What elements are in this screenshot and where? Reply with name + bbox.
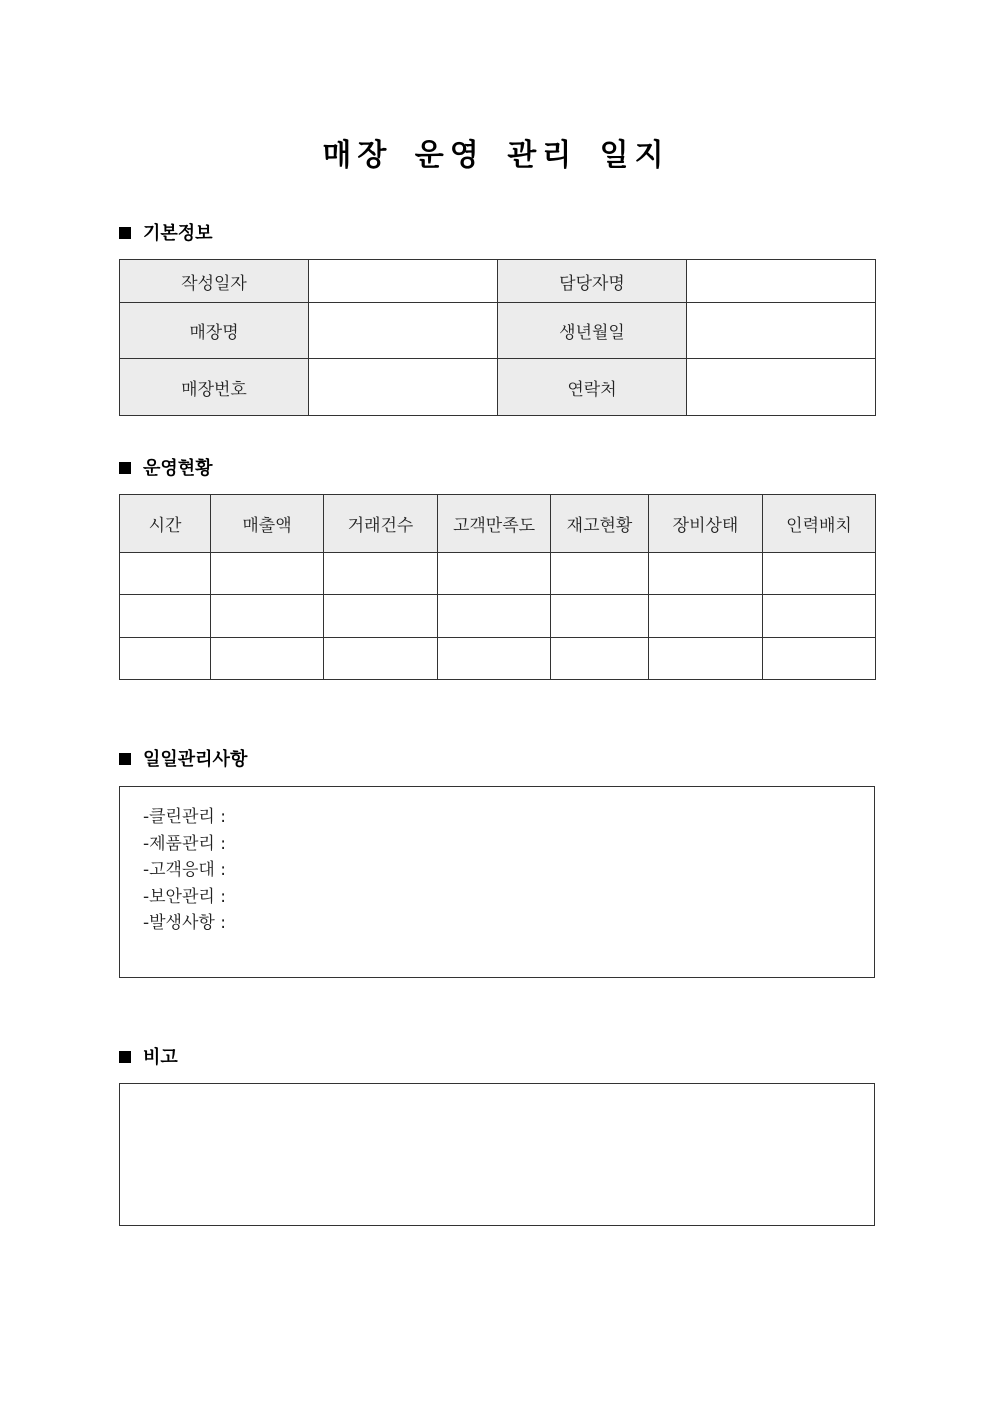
table-cell[interactable]	[120, 638, 211, 680]
table-cell[interactable]	[324, 553, 438, 595]
table-row	[120, 359, 876, 416]
table-cell[interactable]	[763, 553, 876, 595]
field-value-input[interactable]	[309, 303, 498, 359]
table-cell[interactable]	[211, 595, 324, 638]
table-cell[interactable]	[438, 638, 551, 680]
table-cell[interactable]	[438, 553, 551, 595]
section-heading-operations	[119, 456, 213, 482]
section-heading-daily	[119, 747, 247, 773]
page-title: 매장 운영 관리 일지	[322, 138, 670, 173]
square-bullet-icon	[119, 1051, 131, 1063]
column-header: 고객만족도	[438, 495, 551, 553]
daily-management-box[interactable]	[119, 786, 875, 978]
table-header-row	[120, 495, 876, 553]
field-label: 생년월일	[498, 303, 687, 359]
section-heading-label: 비고	[143, 1047, 178, 1068]
column-header: 시간	[120, 495, 211, 553]
table-row	[120, 595, 876, 638]
list-item: -고객응대 :	[143, 860, 226, 880]
field-label: 매장명	[120, 303, 309, 359]
basic-info-table	[119, 259, 876, 416]
table-cell[interactable]	[551, 638, 649, 680]
table-cell[interactable]	[551, 553, 649, 595]
table-cell[interactable]	[324, 638, 438, 680]
list-item: -발생사항 :	[143, 913, 226, 933]
section-heading-label: 기본정보	[143, 223, 213, 244]
field-label: 매장번호	[120, 359, 309, 416]
table-cell[interactable]	[763, 638, 876, 680]
table-cell[interactable]	[649, 553, 763, 595]
remarks-box[interactable]	[119, 1083, 875, 1226]
table-cell[interactable]	[649, 595, 763, 638]
field-label: 담당자명	[498, 260, 687, 303]
field-label: 작성일자	[120, 260, 309, 303]
list-item: -제품관리 :	[143, 833, 226, 854]
table-cell[interactable]	[211, 553, 324, 595]
list-item: -보안관리 :	[143, 886, 226, 907]
table-cell[interactable]	[324, 595, 438, 638]
column-header: 거래건수	[324, 495, 438, 553]
column-header: 재고현황	[551, 495, 649, 553]
field-value-input[interactable]	[687, 303, 876, 359]
table-cell[interactable]	[763, 595, 876, 638]
section-heading-remarks	[119, 1045, 178, 1071]
table-row	[120, 260, 876, 303]
column-header: 매출액	[211, 495, 324, 553]
table-cell[interactable]	[120, 553, 211, 595]
list-item: -클린관리 :	[143, 807, 226, 827]
table-cell[interactable]	[438, 595, 551, 638]
section-heading-label: 일일관리사항	[143, 749, 248, 770]
table-row	[120, 553, 876, 595]
field-value-input[interactable]	[309, 359, 498, 416]
table-cell[interactable]	[551, 595, 649, 638]
table-cell[interactable]	[211, 638, 324, 680]
column-header: 장비상태	[649, 495, 763, 553]
field-value-input[interactable]	[309, 260, 498, 303]
section-heading-label: 운영현황	[143, 458, 213, 479]
square-bullet-icon	[119, 462, 131, 474]
operations-table	[119, 494, 876, 680]
square-bullet-icon	[119, 227, 131, 239]
table-row	[120, 638, 876, 680]
field-value-input[interactable]	[687, 359, 876, 416]
field-value-input[interactable]	[687, 260, 876, 303]
table-cell[interactable]	[120, 595, 211, 638]
column-header: 인력배치	[763, 495, 876, 553]
square-bullet-icon	[119, 753, 131, 765]
section-heading-basic-info	[119, 221, 213, 247]
table-cell[interactable]	[649, 638, 763, 680]
table-row	[120, 303, 876, 359]
field-label: 연락처	[498, 359, 687, 416]
daily-notes-list	[120, 787, 874, 937]
